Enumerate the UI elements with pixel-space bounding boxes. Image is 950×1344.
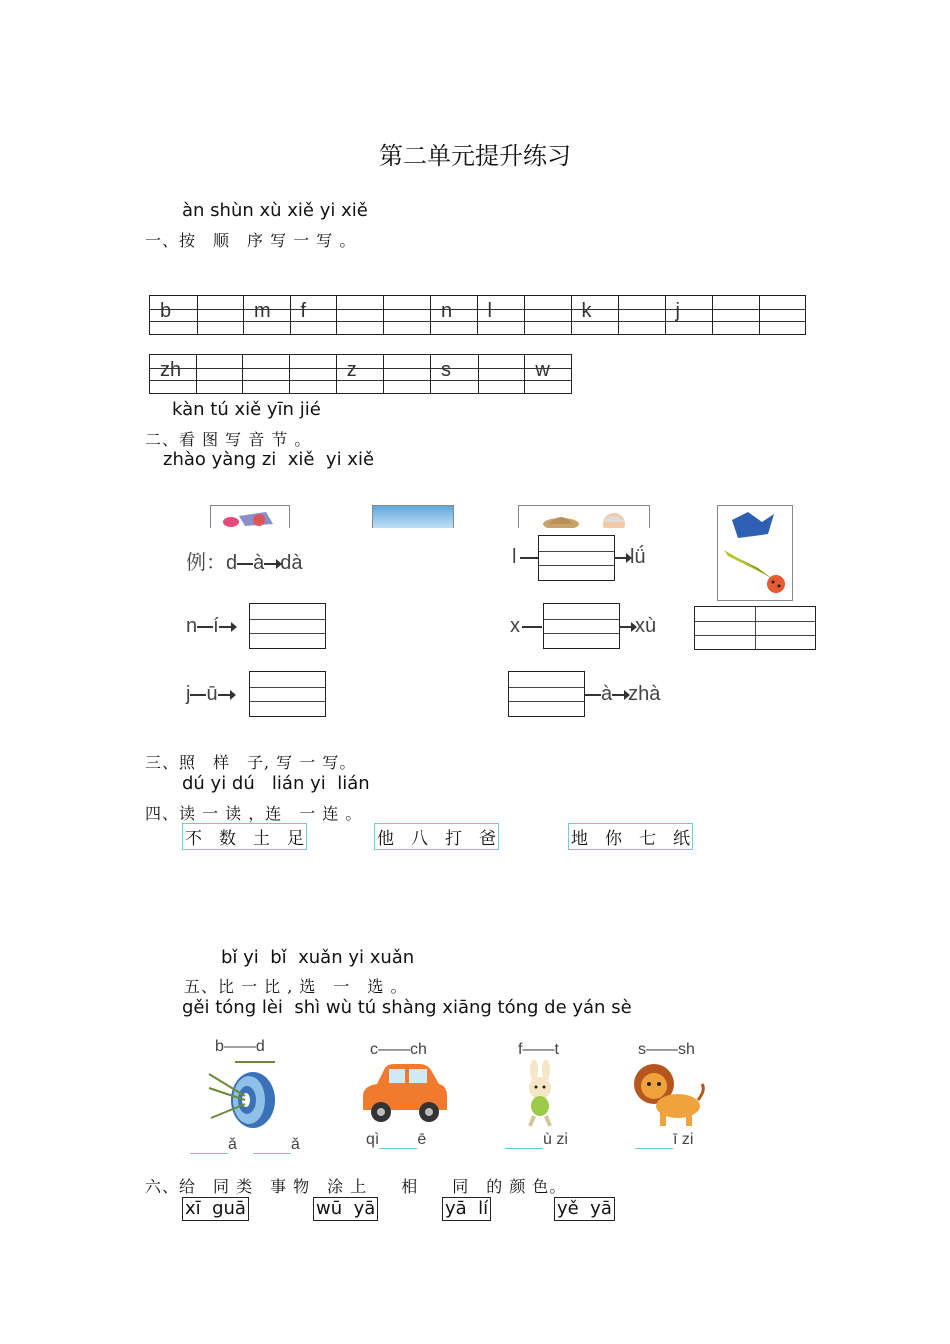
blank[interactable] (635, 1132, 673, 1149)
page-title: 第二单元提升练习 (379, 142, 571, 170)
section5-heading: 五、比 一 比 , 选 一 选 。 (184, 977, 408, 996)
answer-box-zh[interactable] (508, 671, 585, 717)
grid-cell[interactable] (289, 355, 336, 393)
section3-pinyin: zhào yàng zi xiě yi xiě (163, 449, 375, 470)
grid-cell[interactable]: m (243, 296, 290, 334)
grid-cell[interactable]: l (477, 296, 525, 334)
sky-picture (372, 505, 454, 528)
item-n: n í (186, 615, 235, 638)
item-l-result: lǘ (614, 546, 646, 569)
origami-picture (717, 505, 793, 601)
word-watermelon[interactable]: xī guā (182, 1197, 249, 1221)
section2-pinyin: kàn tú xiě yīn jié (172, 399, 321, 420)
grid-cell[interactable]: n (430, 296, 477, 334)
answer-box-l[interactable] (538, 535, 615, 581)
answer-box-j[interactable] (249, 671, 326, 717)
section1-heading: 一、按 顺 序 写 一 写 。 (145, 231, 357, 250)
grid-cell[interactable] (618, 296, 665, 334)
answer-box-x[interactable] (543, 603, 620, 649)
word-box-1[interactable]: 不 数 土 足 (182, 823, 307, 850)
grid-cell[interactable] (336, 296, 383, 334)
section3-heading: 三、照 样 子, 写 一 写。 (145, 753, 357, 772)
grid-cell[interactable]: s (430, 355, 478, 393)
item-zh: à zhà (585, 683, 660, 706)
section2-heading: 二、看 图 写 音 节 。 (145, 430, 312, 449)
pair-answer-1: ǎ ǎ (190, 1131, 300, 1154)
car-picture (357, 1060, 449, 1128)
grid-cell[interactable] (197, 296, 244, 334)
grid-cell[interactable]: k (571, 296, 619, 334)
blank[interactable] (253, 1137, 291, 1154)
grid-cell[interactable] (759, 296, 806, 334)
answer-box-n[interactable] (249, 603, 326, 649)
grid-cell[interactable]: j (665, 296, 713, 334)
section6-heading: 六、给 同 类 事 物 涂 上 相 同 的 颜 色。 (145, 1177, 567, 1196)
letter-grid-row-1 (149, 295, 806, 335)
example-label: 例： (186, 552, 226, 574)
section4-heading: 四、读 一 读 ，连 一 连 。 (145, 804, 363, 823)
lion-picture (630, 1060, 706, 1128)
grid-cell[interactable]: f (290, 296, 337, 334)
item-x-result: xù (619, 615, 656, 638)
section4-pinyin: dú yi dú lián yi lián (182, 773, 370, 794)
item-l-initial: l (512, 546, 517, 568)
grid-cell[interactable] (712, 296, 759, 334)
grid-cell[interactable]: w (524, 355, 571, 393)
word-box-2[interactable]: 他 八 打 爸 (374, 823, 499, 850)
word-box-3[interactable]: 地 你 七 纸 (568, 823, 693, 850)
pair-answer-3: ù zi (505, 1131, 568, 1149)
letter-grid-row-2 (149, 354, 572, 394)
grid-cell[interactable] (383, 296, 431, 334)
connector-line (520, 557, 538, 559)
grandparents-picture (518, 505, 650, 528)
pair-label-2: c——ch (370, 1041, 427, 1058)
grid-cell[interactable] (478, 355, 525, 393)
pair-answer-4: ī zi (635, 1131, 693, 1149)
grid-cell[interactable] (242, 355, 289, 393)
target-picture (205, 1060, 285, 1128)
section5-pinyin: bǐ yi bǐ xuǎn yi xuǎn (221, 947, 415, 968)
blank[interactable] (190, 1137, 228, 1154)
pair-label-3: f——t (518, 1041, 559, 1058)
pair-label-1: b——d (215, 1038, 265, 1055)
rabbit-picture (518, 1060, 564, 1128)
candy-picture (210, 505, 290, 528)
word-crow[interactable]: wū yā (313, 1197, 378, 1221)
answer-box-origami[interactable] (694, 606, 816, 650)
grid-cell[interactable] (196, 355, 243, 393)
example: 例：d à dà (186, 552, 303, 574)
grid-cell[interactable]: zh (150, 355, 196, 393)
grid-cell[interactable]: b (150, 296, 197, 334)
item-x-initial: x (510, 615, 520, 637)
section6-pinyin: gěi tóng lèi shì wù tú shàng xiāng tóng de yán sè (182, 997, 632, 1018)
grid-cell[interactable] (383, 355, 430, 393)
grid-cell[interactable]: z (336, 355, 384, 393)
grid-cell[interactable] (524, 296, 571, 334)
blank[interactable] (379, 1132, 417, 1149)
item-j: j ū (186, 683, 234, 706)
word-wild-duck[interactable]: yě yā (554, 1197, 615, 1221)
word-pear[interactable]: yā lí (442, 1197, 491, 1221)
pair-answer-2: qì ē (366, 1131, 427, 1148)
pair-label-4: s——sh (638, 1041, 695, 1058)
section1-pinyin: àn shùn xù xiě yi xiě (182, 200, 368, 221)
blank[interactable] (505, 1132, 543, 1149)
connector-line (522, 626, 542, 628)
